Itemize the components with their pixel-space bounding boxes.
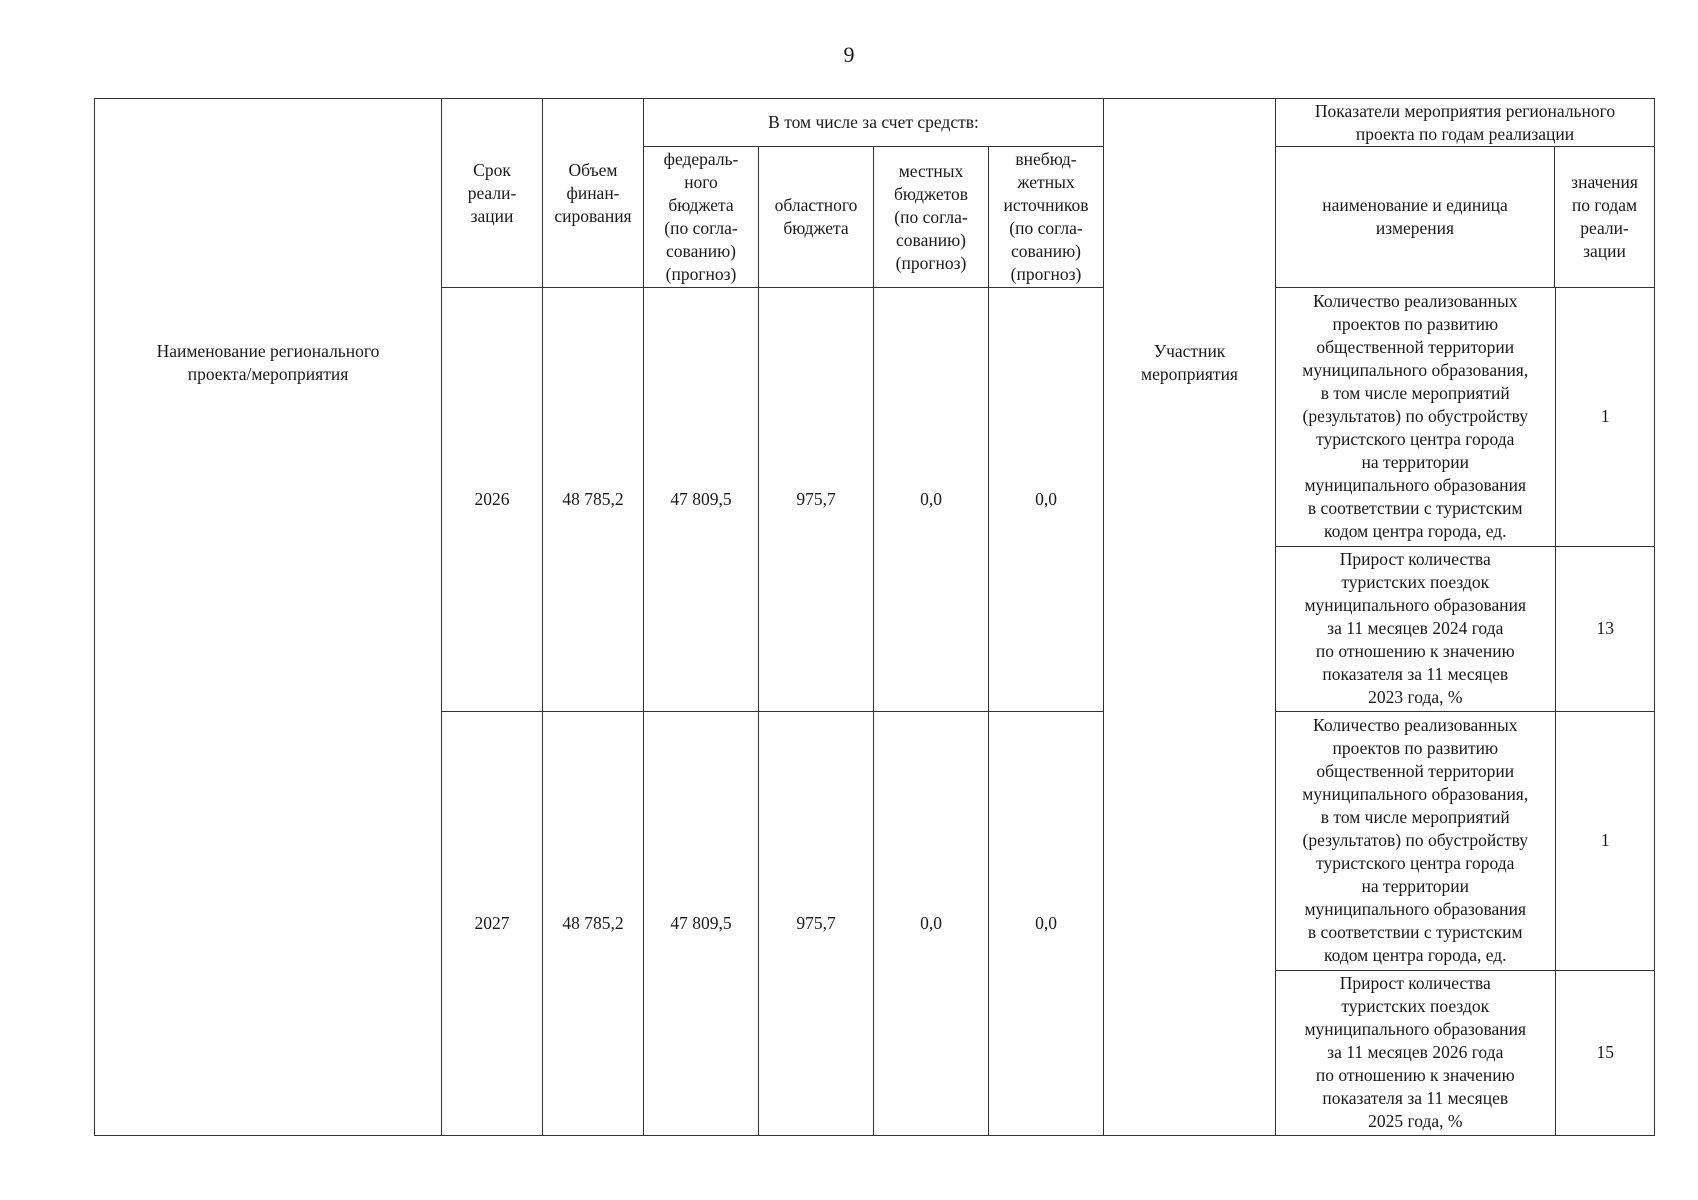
header-extrabudget: внебюд- жетных источников (по согла- сованию) (прогноз) [989,147,1104,288]
regional-cell: 975,7 [759,712,874,1136]
regional-project-table [94,98,1655,1136]
indicator-value: 1 [1555,712,1655,970]
indicator-row [1276,970,1655,1135]
indicator-row [1276,546,1655,711]
federal-cell: 47 809,5 [644,712,759,1136]
indicator-name: Количество реализованных проектов по развитию общественной территории муниципального образования, в том числе мероприятий (результатов) по обустройству туристского центра города на территории муниципального образования в соответствии с туристским кодом центра города, ед. [1276,712,1555,970]
year-cell: 2026 [442,288,543,712]
indicators-cell [1276,288,1655,712]
header-including: В том числе за счет средств: [644,99,1104,147]
volume-cell: 48 785,2 [543,712,644,1136]
indicator-name: Количество реализованных проектов по развитию общественной территории муниципального образования, в том числе мероприятий (результатов) по обустройству туристского центра города на территории муниципального образования в соответствии с туристским кодом центра города, ед. [1276,288,1555,546]
indicators-table [1276,712,1655,1135]
indicators-table [1276,288,1655,711]
header-project-name-text: Наименование регионального проекта/мероприятия [156,341,380,384]
header-volume: Объем финан- сирования [543,99,644,288]
indicators-cell [1276,712,1655,1136]
header-federal: федераль- ного бюджета (по согла- сованию) (прогноз) [644,147,759,288]
indicator-value: 13 [1555,546,1655,711]
indicator-value: 15 [1555,970,1655,1135]
volume-cell: 48 785,2 [543,288,644,712]
header-local: местных бюджетов (по согла- сованию) (прогноз) [874,147,989,288]
indicator-row [1276,288,1655,546]
regional-cell: 975,7 [759,288,874,712]
header-indicator-name: наименование и единица измерения [1276,147,1555,288]
header-term: Срок реали- зации [442,99,543,288]
federal-cell: 47 809,5 [644,288,759,712]
header-participant-text: Участник мероприятия [1141,341,1238,384]
extrabudget-cell: 0,0 [989,712,1104,1136]
indicator-name: Прирост количества туристских поездок муниципального образования за 11 месяцев 2026 года по отношению к значению показателя за 11 месяцев 2025 года, % [1276,970,1555,1135]
local-cell: 0,0 [874,712,989,1136]
header-participant [1104,99,1276,1136]
header-regional: областного бюджета [759,147,874,288]
indicator-row [1276,712,1655,970]
header-project-name [95,99,442,1136]
indicator-name: Прирост количества туристских поездок муниципального образования за 11 месяцев 2024 года по отношению к значению показателя за 11 месяцев 2023 года, % [1276,546,1555,711]
year-cell: 2027 [442,712,543,1136]
local-cell: 0,0 [874,288,989,712]
page-number: 9 [843,42,855,67]
header-indicator-value: значения по годам реали- зации [1555,147,1655,288]
header-indicators: Показатели мероприятия регионального проекта по годам реализации [1276,99,1655,147]
indicator-value: 1 [1555,288,1655,546]
extrabudget-cell: 0,0 [989,288,1104,712]
